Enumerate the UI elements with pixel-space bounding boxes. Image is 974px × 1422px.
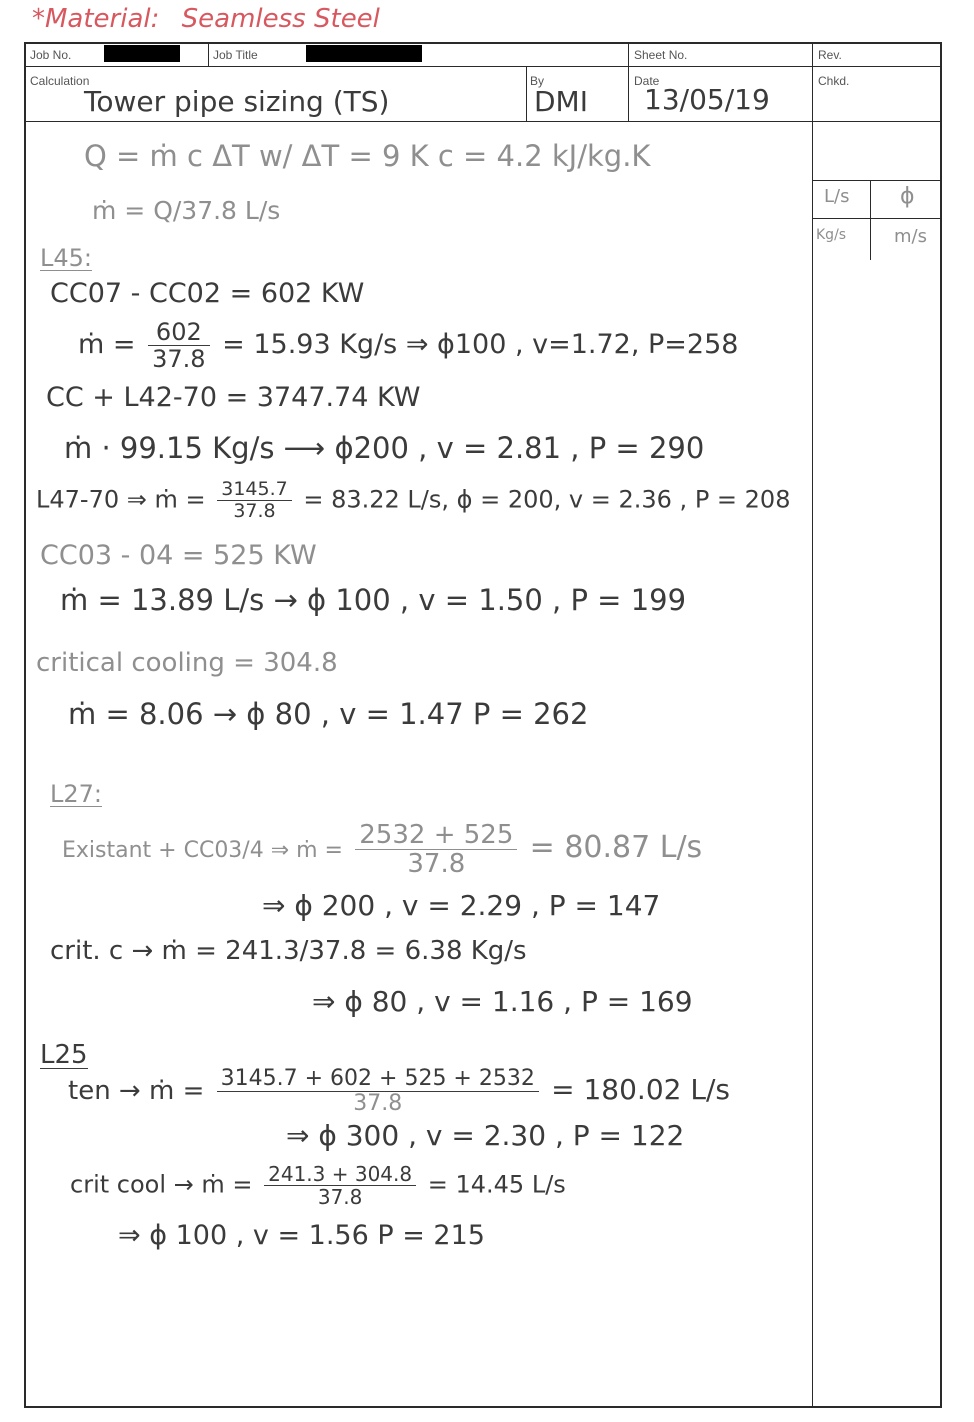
l25-row1-post: = 180.02 L/s [551,1073,730,1106]
l25-row3 [70,1164,566,1207]
job-title-label: Job Title [213,48,258,62]
l27-row3-den: /37.8 = 6.38 Kg/s [299,936,527,966]
calculation-label: Calculation [30,74,90,88]
legend-divider-mid [812,218,942,219]
l25-row3-pre: crit cool → ṁ = [70,1170,253,1199]
l45-row5-fraction [217,480,291,521]
material-value: Seamless Steel [181,4,380,34]
material-prefix: *Material: [32,4,160,34]
l25-row1 [68,1068,730,1115]
l27-heading: L27: [50,780,102,808]
l25-row3-denominator: 37.8 [317,1185,363,1209]
l25-row1-denominator: 37.8 [353,1091,403,1116]
job-no-label: Job No. [30,48,72,62]
l27-row1-denominator: 37.8 [407,849,466,879]
l27-row1-numerator: 2532 + 525 [355,822,517,850]
header-col-jobno [208,42,209,66]
l25-row1-fraction [217,1068,539,1115]
l27-row4: ⇒ ϕ 80 , v = 1.16 , P = 169 [312,985,693,1018]
date-label: Date [634,74,660,88]
by-label: By [530,74,545,88]
l45-row2-pre: ṁ = [78,329,136,360]
l45-row2-fraction [148,320,209,371]
l45-row3: CC + L42-70 = 3747.74 KW [46,382,421,413]
date-value: 13/05/19 [644,83,770,116]
intro-flow-equation: ṁ = Q/37.8 L/s [92,196,281,225]
l27-row1-pre: Existant + CC03/4 ⇒ ṁ = [62,838,343,863]
l45-row2-numerator: 602 [148,320,209,346]
by-value: DMI [534,85,588,118]
legend-phi: ϕ [900,184,915,209]
l45-row2 [78,320,738,371]
l27-row1-fraction [355,822,517,877]
intro-heat-equation: Q = ṁ c ΔT w/ ΔT = 9 K c = 4.2 kJ/kg.K [84,139,651,173]
l27-row1-post: = 80.87 L/s [529,830,703,865]
l25-row1-pre: ten → ṁ = [68,1076,205,1106]
l45-row9: ṁ = 8.06 → ϕ 80 , v = 1.47 P = 262 [68,697,589,731]
l25-heading: L25 [40,1040,88,1070]
l25-row1-numerator: 3145.7 + 602 + 525 + 2532 [217,1068,539,1092]
calculation-value: Tower pipe sizing (TS) [84,85,390,118]
l45-row5-denominator: 37.8 [233,500,276,522]
l25-row3-numerator: 241.3 + 304.8 [264,1164,416,1186]
legend-col-divider [870,180,871,260]
legend-kgs: Kg/s [816,227,847,243]
l45-row5 [36,480,790,521]
l27-row2: ⇒ ϕ 200 , v = 2.29 , P = 147 [262,889,661,922]
legend-ls: L/s [824,186,850,207]
l45-row2-post: = 15.93 Kg/s ⇒ ϕ100 , v=1.72, P=258 [222,329,739,360]
l25-row3-post: = 14.45 L/s [427,1170,566,1199]
l27-row1 [62,822,702,877]
header-divider-2 [24,121,942,122]
material-note [32,6,380,32]
legend-ms: m/s [894,226,927,247]
header-col-by [526,66,527,121]
chkd-label: Chkd. [818,74,850,88]
rev-label: Rev. [818,48,842,62]
l25-row2: ⇒ ϕ 300 , v = 2.30 , P = 122 [286,1119,685,1152]
job-title-redaction [306,45,422,62]
l45-row7: ṁ = 13.89 L/s → ϕ 100 , v = 1.50 , P = 199 [60,583,687,617]
l45-row5-pre: L47-70 ⇒ ṁ = [36,485,206,514]
l45-row5-post: = 83.22 L/s, ϕ = 200, v = 2.36 , P = 208 [303,485,791,514]
header-col-rev [812,42,813,1408]
sheet-no-label: Sheet No. [634,48,688,62]
legend-divider-top [812,180,942,181]
job-no-redaction [104,45,180,62]
l45-heading: L45: [40,244,92,272]
l45-row8: critical cooling = 304.8 [36,648,338,678]
l25-row3-fraction [264,1164,416,1207]
l25-row4: ⇒ ϕ 100 , v = 1.56 P = 215 [118,1220,485,1251]
header-col-sheet [628,42,629,121]
l45-row1: CC07 - CC02 = 602 KW [50,278,365,309]
l45-row4: ṁ · 99.15 Kg/s ⟶ ϕ200 , v = 2.81 , P = 290 [64,431,705,465]
l45-row5-numerator: 3145.7 [217,480,291,501]
l45-row6: CC03 - 04 = 525 KW [40,540,317,571]
l27-row3-pre: crit. c → ṁ = 241.3 [50,936,300,966]
header-divider-1 [24,66,942,67]
l45-row2-denominator: 37.8 [152,345,206,373]
l27-row3 [50,938,527,964]
